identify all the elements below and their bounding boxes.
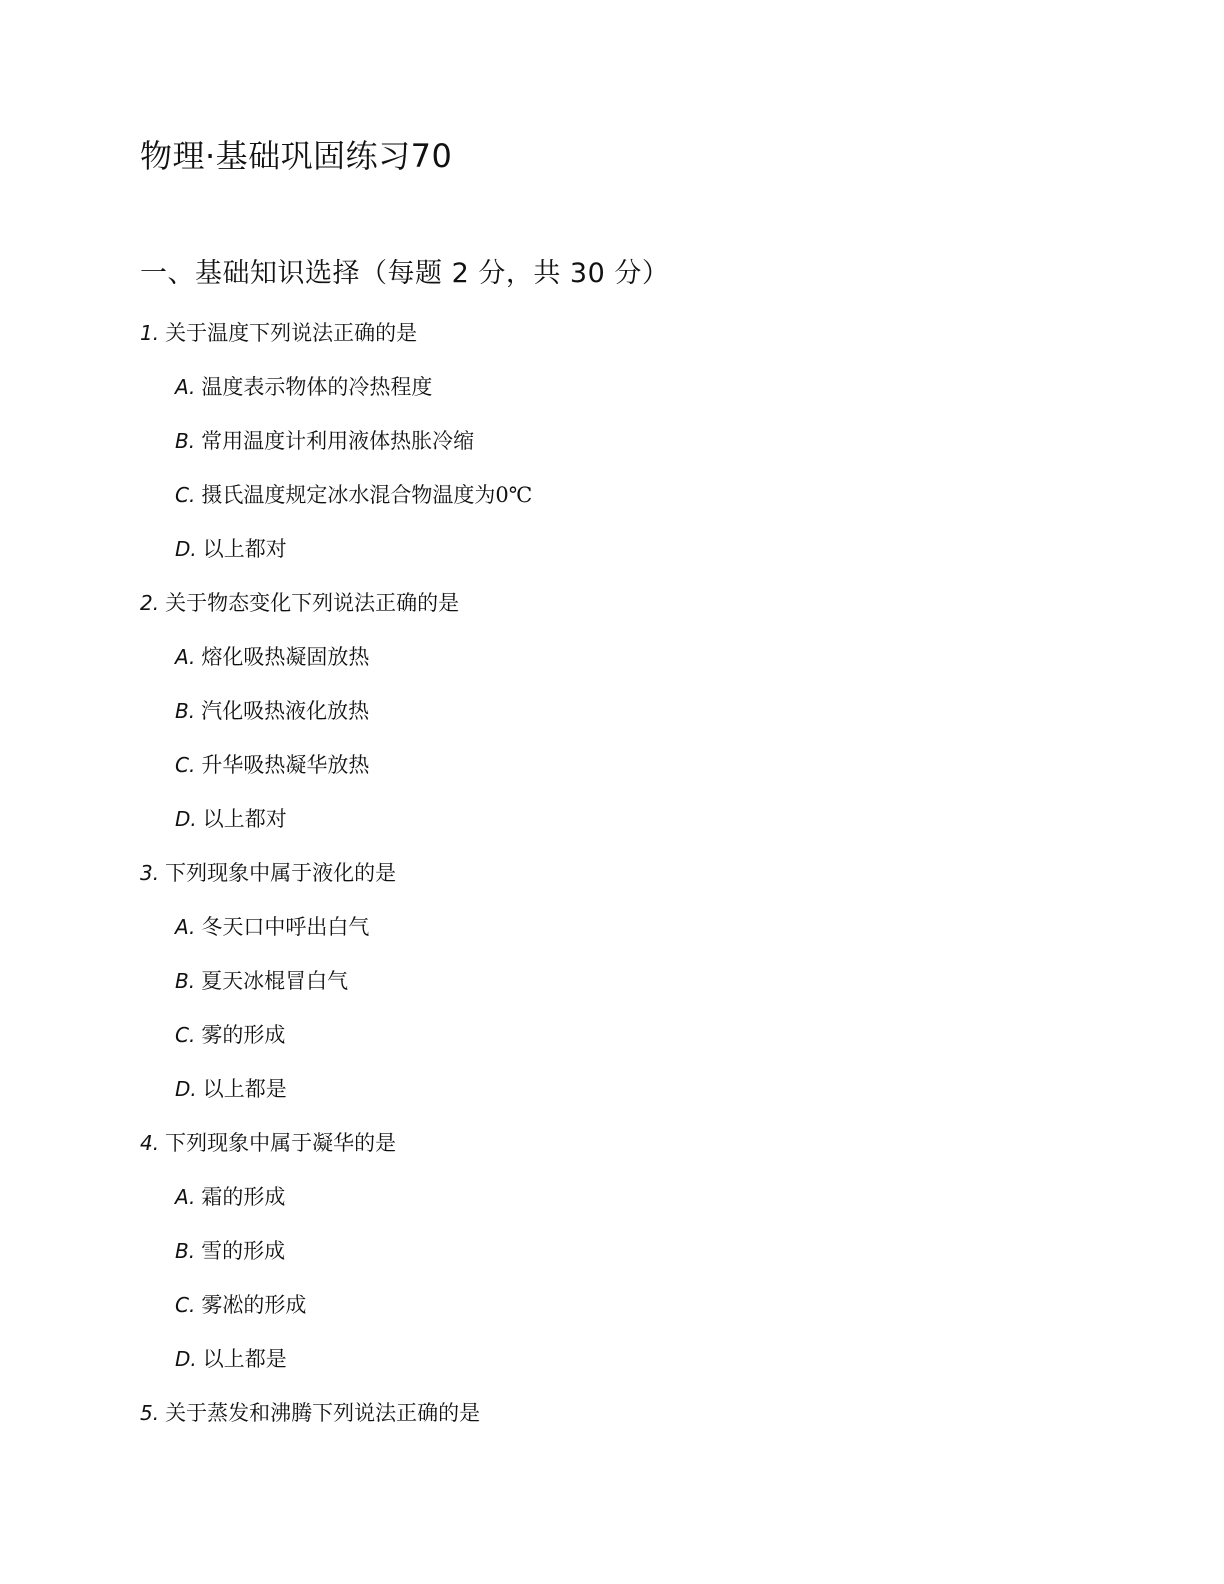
option-letter: A.: [175, 645, 196, 669]
option-text: 雪的形成: [201, 1239, 286, 1263]
option-text: 以上都是: [202, 1347, 287, 1371]
option-text: 常用温度计利用液体热胀冷缩: [201, 429, 475, 453]
option-letter: C.: [175, 1023, 196, 1047]
option-letter: A.: [175, 915, 196, 939]
option-text: 温度表示物体的冷热程度: [201, 375, 433, 399]
option-text: 以上都是: [202, 1077, 287, 1101]
option-letter: D.: [175, 1077, 197, 1101]
option-item: [140, 954, 1140, 1008]
question-4: [140, 1116, 1140, 1170]
option-item: [140, 522, 1140, 576]
option-text: 雾凇的形成: [201, 1293, 307, 1317]
option-text: 雾的形成: [201, 1023, 286, 1047]
option-letter: B.: [175, 699, 196, 723]
question-number: 1.: [140, 321, 160, 345]
option-item: [140, 684, 1140, 738]
option-item: [140, 1278, 1140, 1332]
option-letter: C.: [175, 753, 196, 777]
option-letter: B.: [175, 969, 196, 993]
option-text: 夏天冰棍冒白气: [201, 969, 349, 993]
option-item: [140, 738, 1140, 792]
option-letter: C.: [175, 1293, 196, 1317]
question-5: [140, 1386, 1140, 1440]
option-item: [140, 414, 1140, 468]
option-letter: B.: [175, 1239, 196, 1263]
question-3: [140, 846, 1140, 900]
question-number: 3.: [140, 861, 160, 885]
question-list: [140, 306, 1140, 1440]
option-item: [140, 1008, 1140, 1062]
option-item: [140, 468, 1140, 522]
option-item: [140, 900, 1140, 954]
option-letter: B.: [175, 429, 196, 453]
option-letter: D.: [175, 1347, 197, 1371]
option-letter: C.: [175, 483, 196, 507]
option-letter: A.: [175, 375, 196, 399]
option-text: 摄氏温度规定冰水混合物温度为0℃: [201, 483, 533, 507]
option-letter: D.: [175, 537, 197, 561]
option-item: [140, 1224, 1140, 1278]
question-text: 下列现象中属于液化的是: [165, 861, 397, 885]
question-text: 关于蒸发和沸腾下列说法正确的是: [165, 1401, 481, 1425]
document-title: 物理·基础巩固练习70: [140, 137, 453, 175]
option-letter: A.: [175, 1185, 196, 1209]
option-item: [140, 1332, 1140, 1386]
option-text: 汽化吸热液化放热: [201, 699, 370, 723]
option-letter: D.: [175, 807, 197, 831]
question-number: 5.: [140, 1401, 160, 1425]
question-text: 关于物态变化下列说法正确的是: [165, 591, 460, 615]
question-2: [140, 576, 1140, 630]
section-heading: 一、基础知识选择（每题 2 分，共 30 分）: [140, 258, 670, 289]
option-item: [140, 1062, 1140, 1116]
option-item: [140, 792, 1140, 846]
question-text: 关于温度下列说法正确的是: [165, 321, 418, 345]
question-number: 2.: [140, 591, 160, 615]
option-text: 以上都对: [202, 537, 287, 561]
question-number: 4.: [140, 1131, 160, 1155]
option-text: 熔化吸热凝固放热: [201, 645, 370, 669]
question-text: 下列现象中属于凝华的是: [165, 1131, 397, 1155]
question-1: [140, 306, 1140, 360]
option-item: [140, 1170, 1140, 1224]
option-text: 升华吸热凝华放热: [201, 753, 370, 777]
option-text: 冬天口中呼出白气: [201, 915, 370, 939]
option-item: [140, 630, 1140, 684]
option-text: 霜的形成: [201, 1185, 286, 1209]
option-text: 以上都对: [202, 807, 287, 831]
option-item: [140, 360, 1140, 414]
